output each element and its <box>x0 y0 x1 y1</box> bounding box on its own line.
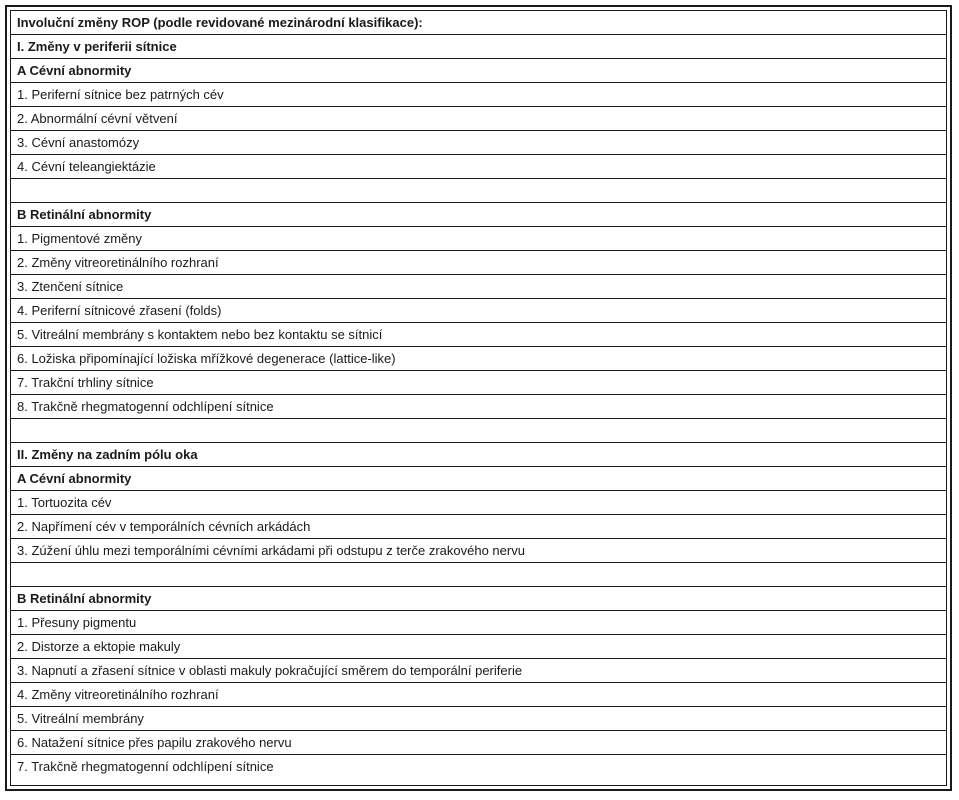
section-heading-cell: I. Změny v periferii sítnice <box>11 35 946 59</box>
table-row <box>11 755 946 779</box>
table-spacer-row <box>11 419 946 443</box>
item-cell: 3. Zúžení úhlu mezi temporálními cévními arkádami při odstupu z terče zrakového nervu <box>11 539 946 563</box>
table-row <box>11 707 946 731</box>
item-cell: 7. Trakční trhliny sítnice <box>11 371 946 395</box>
table-row <box>11 611 946 635</box>
item-cell: 1. Pigmentové změny <box>11 227 946 251</box>
item-cell: 2. Napřímení cév v temporálních cévních arkádách <box>11 515 946 539</box>
table-row <box>11 491 946 515</box>
table-heading-row <box>11 467 946 491</box>
table-row <box>11 227 946 251</box>
item-cell: 4. Změny vitreoretinálního rozhraní <box>11 683 946 707</box>
table-row <box>11 299 946 323</box>
item-cell: 8. Trakčně rhegmatogenní odchlípení sítnice <box>11 395 946 419</box>
item-cell: 3. Napnutí a zřasení sítnice v oblasti makuly pokračující směrem do temporální periferie <box>11 659 946 683</box>
item-cell: 1. Periferní sítnice bez patrných cév <box>11 83 946 107</box>
table-body <box>11 11 946 778</box>
table-heading-row <box>11 59 946 83</box>
item-cell: 2. Abnormální cévní větvení <box>11 107 946 131</box>
table-row <box>11 131 946 155</box>
item-cell: 6. Ložiska připomínající ložiska mřížkové degenerace (lattice-like) <box>11 347 946 371</box>
section-heading-cell: II. Změny na zadním pólu oka <box>11 443 946 467</box>
item-cell: 4. Cévní teleangiektázie <box>11 155 946 179</box>
item-cell: 4. Periferní sítnicové zřasení (folds) <box>11 299 946 323</box>
table-row <box>11 731 946 755</box>
section-heading-cell: B Retinální abnormity <box>11 587 946 611</box>
table-heading-row <box>11 443 946 467</box>
item-cell: 6. Natažení sítnice přes papilu zrakového nervu <box>11 731 946 755</box>
table-heading-row <box>11 587 946 611</box>
section-heading-cell: A Cévní abnormity <box>11 59 946 83</box>
table-row <box>11 371 946 395</box>
empty-cell <box>11 179 946 203</box>
table-row <box>11 539 946 563</box>
table-row <box>11 395 946 419</box>
item-cell: 5. Vitreální membrány <box>11 707 946 731</box>
table-heading-row <box>11 203 946 227</box>
table-row <box>11 515 946 539</box>
rop-classification-table <box>11 11 946 778</box>
item-cell: 3. Ztenčení sítnice <box>11 275 946 299</box>
section-heading-cell: B Retinální abnormity <box>11 203 946 227</box>
table-spacer-row <box>11 563 946 587</box>
table-row <box>11 251 946 275</box>
table-row <box>11 107 946 131</box>
item-cell: 2. Změny vitreoretinálního rozhraní <box>11 251 946 275</box>
classification-table-inner-frame <box>10 10 947 786</box>
empty-cell <box>11 419 946 443</box>
item-cell: 1. Tortuozita cév <box>11 491 946 515</box>
item-cell: 3. Cévní anastomózy <box>11 131 946 155</box>
section-heading-cell: Involuční změny ROP (podle revidované mezinárodní klasifikace): <box>11 11 946 35</box>
table-row <box>11 275 946 299</box>
table-row <box>11 323 946 347</box>
item-cell: 5. Vitreální membrány s kontaktem nebo bez kontaktu se sítnicí <box>11 323 946 347</box>
table-heading-row <box>11 11 946 35</box>
table-row <box>11 347 946 371</box>
section-heading-cell: A Cévní abnormity <box>11 467 946 491</box>
table-row <box>11 683 946 707</box>
item-cell: 1. Přesuny pigmentu <box>11 611 946 635</box>
table-row <box>11 155 946 179</box>
table-row <box>11 635 946 659</box>
item-cell: 2. Distorze a ektopie makuly <box>11 635 946 659</box>
item-cell: 7. Trakčně rhegmatogenní odchlípení sítnice <box>17 759 274 774</box>
table-heading-row <box>11 35 946 59</box>
table-row <box>11 659 946 683</box>
empty-cell <box>11 563 946 587</box>
classification-table-frame <box>5 5 952 791</box>
table-spacer-row <box>11 179 946 203</box>
table-row <box>11 83 946 107</box>
